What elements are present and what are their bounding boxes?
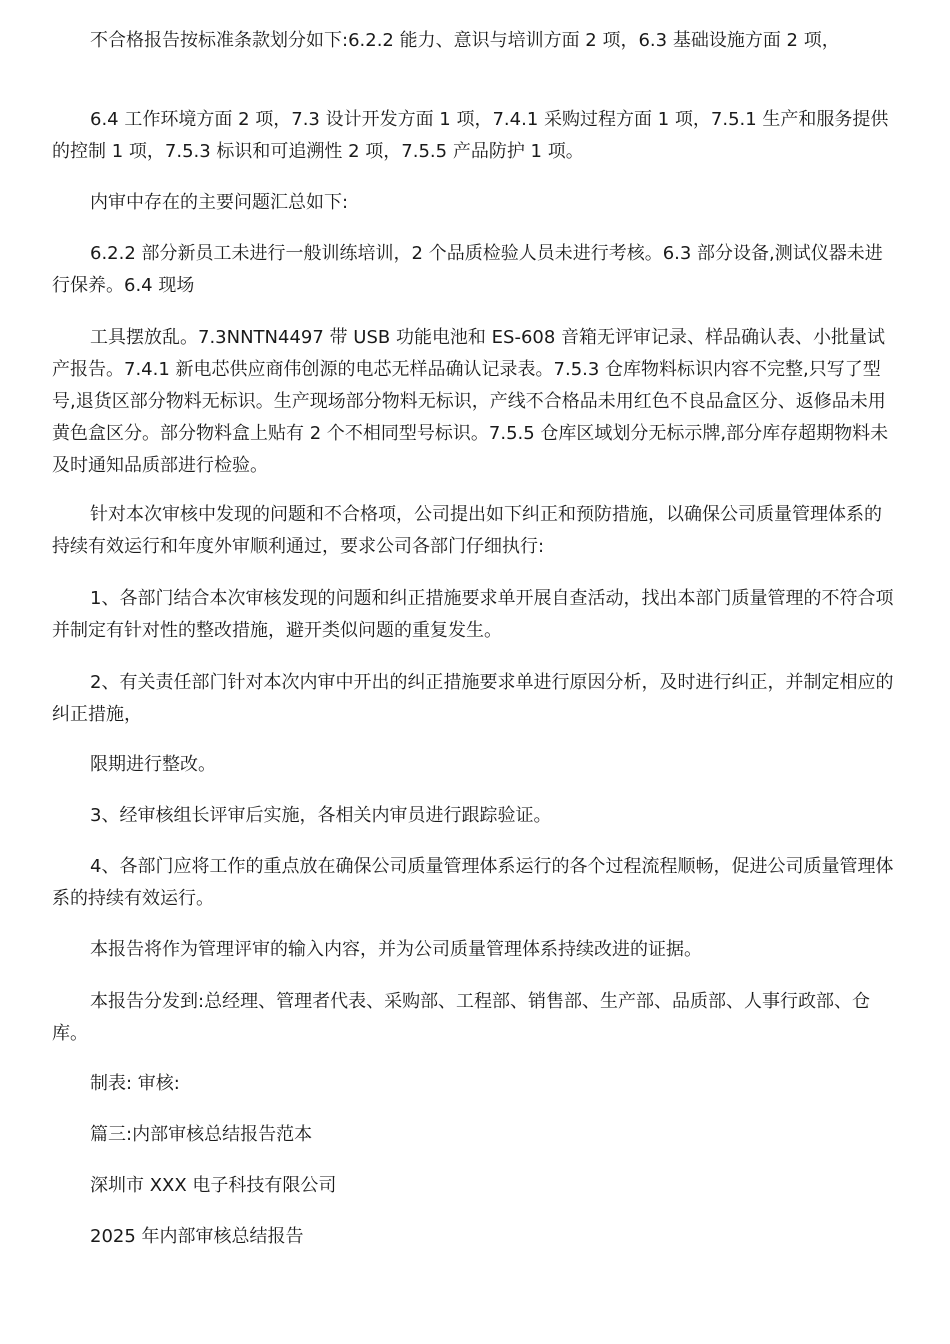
paragraph-measure-1: 1、各部门结合本次审核发现的问题和纠正措施要求单开展自查活动，找出本部门质量管理的不符合项并制定有针对性的整改措施，避开类似问题的重复发生。 [52,588,894,641]
paragraph-measure-2-cont: 限期进行整改。 [90,754,216,775]
paragraph-issues-part-1: 6.2.2 部分新员工未进行一般训练培训，2 个品质检验人员未进行考核。6.3 部分设备,测试仪器未进行保养。6.4 现场 [52,243,883,296]
paragraph-nonconformity-clauses: 6.4 工作环境方面 2 项，7.3 设计开发方面 1 项，7.4.1 采购过程方面 1 项，7.5.1 生产和服务提供的控制 1 项，7.5.3 标识和可追溯性 2 项，7.5.5 产品防护 1 项。 [52,109,889,162]
paragraph-corrective-intro: 针对本次审核中发现的问题和不合格项，公司提出如下纠正和预防措施，以确保公司质量管理体系的持续有效运行和年度外审顺利通过，要求公司各部门仔细执行: [52,504,882,557]
paragraph-measure-2: 2、有关责任部门针对本次内审中开出的纠正措施要求单进行原因分析，及时进行纠正，并制定相应的纠正措施， [52,672,894,725]
paragraph-issues-part-2: 工具摆放乱。7.3NNTN4497 带 USB 功能电池和 ES-608 音箱无评审记录、样品确认表、小批量试产报告。7.4.1 新电芯供应商伟创源的电芯无样品确认记录表。7.5.3 仓库物料标识内容不完整,只写了型号,退货区部分物料无标识。生产现场部分物料无标识，产线不合格品未用红色不良品盒区分、返修品未用黄色盒区分。部分物料盒上贴有 2 个不相同型号标识。7.5.5 仓库区域划分无标示牌,部分库存超期物料未及时通知品质部进行检验。 [52,327,889,476]
paragraph-report-usage: 本报告将作为管理评审的输入内容，并为公司质量管理体系持续改进的证据。 [90,939,702,960]
paragraph-section-title: 篇三:内部审核总结报告范本 [90,1124,313,1145]
paragraph-report-title: 2025 年内部审核总结报告 [90,1226,304,1247]
paragraph-distribution: 本报告分发到:总经理、管理者代表、采购部、工程部、销售部、生产部、品质部、人事行政部、仓库。 [52,991,871,1044]
paragraph-company-name: 深圳市 XXX 电子科技有限公司 [90,1175,337,1196]
paragraph-measure-4: 4、各部门应将工作的重点放在确保公司质量管理体系运行的各个过程流程顺畅，促进公司质量管理体系的持续有效运行。 [52,856,894,909]
paragraph-nonconformity-summary: 不合格报告按标准条款划分如下:6.2.2 能力、意识与培训方面 2 项，6.3 基础设施方面 2 项， [90,30,840,51]
paragraph-main-issues-heading: 内审中存在的主要问题汇总如下: [90,192,349,213]
paragraph-measure-3: 3、经审核组长评审后实施，各相关内审员进行跟踪验证。 [90,805,552,826]
paragraph-signatures: 制表: 审核: [90,1073,180,1094]
